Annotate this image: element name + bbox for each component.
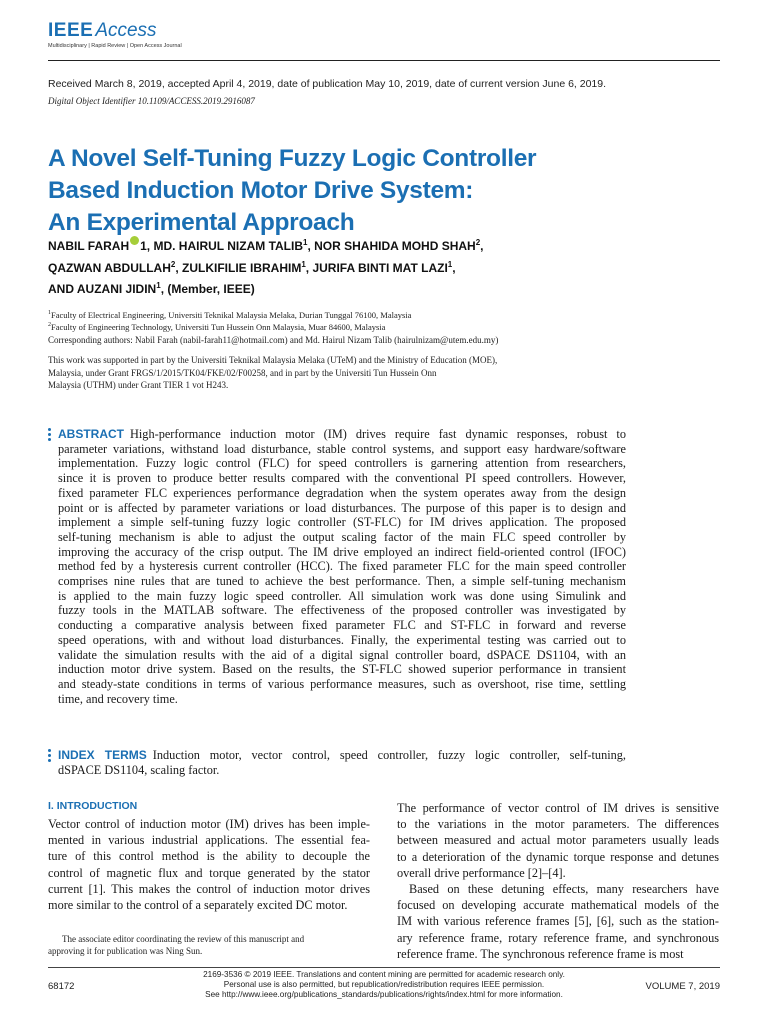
author-name: , (Member, IEEE) — [160, 282, 255, 296]
author-name: 1, MD. HAIRUL NIZAM TALIB — [140, 239, 304, 253]
text-line: focused on developing accurate mathematical models of the — [397, 898, 719, 913]
logo-access: Access — [95, 20, 157, 41]
text-line: implementation. Fuzzy logic control (FLC) for speed controllers is garnering attention from researchers, — [58, 456, 626, 471]
affiliation: Faculty of Electrical Engineering, Universiti Teknikal Malaysia Melaka, Durian Tunggal 76100, Malaysia — [51, 309, 412, 320]
text-line: to the variations in the motor parameters. The differences — [397, 817, 719, 832]
text-line: parameter variations, withstand load disturbance, stable control systems, and support easy hardware/software — [58, 441, 626, 456]
affil-marker: 1 — [156, 281, 161, 290]
text-line: between measured and actual motor parameters usually leads — [397, 833, 719, 848]
text-line: The performance of vector control of IM drives is sensitive — [397, 801, 719, 815]
text-line: fixed parameter FLC experiences performance degradation when the system operates away from the design — [58, 485, 626, 500]
text-line: since it is proven to produce better results compared with the conventional PI speed controllers. However, — [58, 471, 626, 486]
affil-marker: 2 — [48, 322, 51, 329]
text-line: dSPACE DS1104, scaling factor. — [58, 762, 220, 777]
text-line: IM with various reference frames [5], [6], such as the station- — [397, 914, 719, 929]
funding-note — [48, 354, 588, 392]
text-line: fuzzy tools in the MATLAB software. The effectiveness of the proposed controller was investigated by — [58, 603, 626, 618]
author-name: QAZWAN ABDULLAH — [48, 260, 171, 275]
copyright-notice — [150, 970, 618, 1000]
text-line: more similar to the control of a separately excited DC motor. — [48, 898, 348, 913]
affiliations — [48, 308, 411, 333]
copyright-line: 2169-3536 © 2019 IEEE. Translations and content mining are permitted for academic research only. — [203, 970, 565, 979]
author-name: , ZULKIFILIE IBRAHIM — [175, 260, 302, 275]
index-dots-icon — [48, 749, 51, 764]
affil-marker: 1 — [48, 310, 51, 316]
abstract-dots-icon — [48, 428, 51, 443]
paper-title — [48, 143, 668, 239]
text-line: point or is affected by parameter variations or load disturbances. The purpose of this paper is to design and — [58, 500, 626, 515]
section-heading: INDEX TERMS — [58, 748, 147, 762]
text-line: INDEX TERMS Induction motor, vector control, speed controller, fuzzy logic controller, self-tuning, — [58, 748, 627, 762]
text-line: reference frame. The synchronous reference frame is most — [397, 946, 684, 961]
text-line: mented in various industrial applications. The essential fea- — [48, 833, 370, 848]
title-line: A Novel Self-Tuning Fuzzy Logic Controller — [48, 145, 537, 172]
footer-rule — [48, 967, 720, 968]
abstract — [58, 427, 626, 706]
copyright-line: Personal use is also permitted, but republication/redistribution requires IEEE permission. — [223, 980, 545, 989]
text-line: Based on these detuning effects, many researchers have — [409, 882, 719, 897]
affil-marker: 2 — [475, 238, 481, 247]
text-line: ABSTRACT High-performance induction motor (IM) drives require fast dynamic responses, robust to — [58, 427, 626, 441]
editor-footnote — [48, 934, 370, 957]
intro-left-column — [48, 816, 370, 913]
funding-line: This work was supported in part by the Universiti Teknikal Malaysia Melaka (UTeM) and the Ministry of Education (MOE), — [48, 355, 498, 365]
section-heading: ABSTRACT — [58, 427, 124, 441]
title-line: An Experimental Approach — [48, 209, 355, 236]
funding-line: Malaysia, under Grant FRGS/1/2015/TK04/FKE/02/F00258, and in part by the Universiti Tun Hussein Onn — [48, 367, 437, 378]
text-line: comprises nine rules that are tuned to achieve the best performance. Then, a simple self-tuning mechanism — [58, 574, 626, 589]
section-heading: I. INTRODUCTION — [48, 800, 138, 812]
logo-ieee: IEEE — [48, 20, 94, 41]
corresponding-authors: Corresponding authors: Nabil Farah (nabil-farah11@hotmail.com) and Md. Hairul Nizam Talib (hairulnizam@utem.edu.my) — [48, 335, 499, 345]
title-line: Based Induction Motor Drive System: — [48, 177, 474, 204]
text-line: control of magnetic flux and torque generated by the stator — [48, 865, 370, 880]
text-line: implement a simple self-tuning fuzzy logic controller (ST-FLC) for IM drives application. The proposed — [58, 515, 626, 530]
author-name: AND AUZANI JIDIN — [48, 282, 157, 296]
intro-right-column — [397, 800, 719, 962]
author-name: NABIL FARAH — [48, 239, 130, 253]
text-line: induction motor drive system. Based on the results, the ST-FLC showed superior performance in transient — [58, 662, 626, 677]
affil-marker: 1 — [303, 238, 308, 247]
text-line: validate the simulation results with the aid of a digital signal controller board, dSPACE DS1104, with an — [58, 647, 626, 662]
volume-label: VOLUME 7, 2019 — [645, 981, 720, 992]
text-line: overall drive performance [2]–[4]. — [397, 865, 566, 880]
text-line: and steady-state conditions in terms of various performance measures, such as overshoot, rise time, settling — [58, 676, 626, 691]
orcid-icon[interactable] — [130, 236, 139, 245]
doi-line: Digital Object Identifier 10.1109/ACCESS.2019.2916087 — [48, 96, 255, 106]
text-line: speed operations, with and without load disturbances. Finally, the experimental testing was carried out to — [58, 632, 626, 647]
text-line: Vector control of induction motor (IM) drives has been imple- — [48, 817, 370, 831]
logo-tagline: Multidisciplinary | Rapid Review | Open Access Journal — [48, 43, 182, 49]
text-line: ture of this control method is the ability to decouple the — [48, 849, 370, 864]
text-line: is applied to the main fuzzy logic speed controller. All simulation work was done using Simulink and — [58, 588, 626, 603]
text-line: current [1]. This makes the control of induction motor drives — [48, 881, 370, 896]
copyright-link[interactable]: See http://www.ieee.org/publications_standards/publications/rights/index.html for more information. — [205, 990, 563, 999]
affil-marker: 2 — [170, 259, 176, 269]
footnote-line: The associate editor coordinating the review of this manuscript and — [62, 934, 305, 944]
author-name: , NOR SHAHIDA MOHD SHAH — [307, 239, 476, 253]
page-number: 68172 — [48, 981, 75, 992]
header-rule — [48, 60, 720, 61]
received-dates: Received March 8, 2019, accepted April 4, 2019, date of publication May 10, 2019, date of current version June 6, 2019. — [48, 78, 607, 90]
text-line: ary reference frame, rotary reference frame, and synchronous — [397, 930, 719, 945]
text-line: to a deterioration of the dynamic torque response and detunes — [397, 849, 719, 864]
author-name: , JURIFA BINTI MAT LAZI — [305, 260, 448, 275]
text-line: conducting a comparative analysis between fixed parameter FLC and ST-FLC in forward and reverse — [58, 618, 626, 633]
affil-marker: 1 — [447, 259, 453, 269]
text-line: time, and recovery time. — [58, 691, 178, 706]
text-line: improving the accuracy of the crisp output. The IM drive employed an indirect field-oriented control (IFOC) — [58, 544, 626, 559]
author-list — [48, 234, 688, 299]
affiliation: Faculty of Engineering Technology, Universiti Tun Hussein Onn Malaysia, Muar 84600, Malaysia — [51, 322, 386, 333]
affil-marker: 1 — [301, 259, 306, 269]
separator: , — [452, 260, 456, 275]
journal-logo — [48, 20, 182, 49]
text-line: self-tuning mechanism is able to adjust the output scaling factor of the main FLC speed controller by — [58, 529, 626, 544]
text-line: method fed by a hysteresis current controller (HCC). The fixed parameter FLC for the main speed controller — [58, 559, 626, 574]
funding-line: Malaysia (UTHM) under Grant TIER 1 vot H243. — [48, 380, 229, 390]
separator: , — [480, 239, 484, 253]
index-terms — [58, 748, 626, 777]
footnote-line: approving it for publication was Ning Sun. — [48, 945, 203, 956]
